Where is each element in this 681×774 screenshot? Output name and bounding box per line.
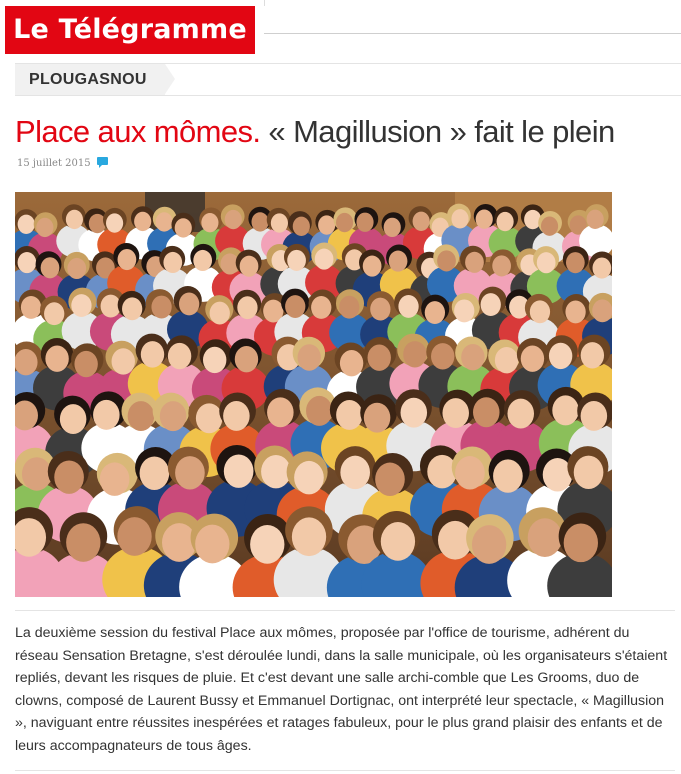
crowd-figure-face [18,252,37,273]
crowd-figure-face [210,302,230,325]
crowd-figure-face [472,525,506,564]
article-footer-divider [15,770,675,771]
crowd-figure-face [223,401,250,431]
crowd-figure-face [437,250,456,271]
crowd-figure-face [368,344,391,370]
crowd-figure-face [476,209,493,228]
crowd-figure-face [45,346,68,372]
crowd-figure-face [507,399,534,429]
crowd-figure-face [196,403,223,433]
crowd-figure-face [93,400,120,430]
crowd-figure-face [389,251,408,272]
crowd-figure-face [294,461,324,494]
crowd-figure-face [21,296,41,319]
crowd-figure-face [293,217,310,236]
crowd-figure-face [71,294,91,317]
crowd-figure-face [364,403,391,433]
crowd-figure-face [237,296,257,319]
crowd-figure-face [454,299,474,322]
crowd-figure-face [574,456,604,489]
crowd-figure-face [375,463,405,496]
crowd-figure-face [306,396,333,426]
crowd-figure-face [298,344,321,370]
crowd-figure-face [413,212,430,231]
crowd-figure-face [100,462,130,495]
crowd-figure-face [528,518,562,557]
crowd-figure-face [292,517,326,556]
crowd-figure-face [118,249,137,270]
crowd-figure-face [151,296,171,319]
crowd-figure-face [318,215,335,234]
crowd-figure-face [581,401,608,431]
crowd-figure-face [44,302,64,325]
crowd-figure-face [461,344,484,370]
crowd-figure-face [267,397,294,427]
crowd-figure-face [271,213,288,232]
crowd-figure-face [36,218,53,237]
crowd-figure-face [339,296,359,319]
crowd-figure-face [225,210,242,229]
crowd-figure-face [240,256,259,277]
crowd-figure-face [565,300,585,323]
crowd-figure-face [493,459,523,492]
section-tab-arrow [165,64,175,94]
header-divider [264,33,681,34]
crowd-figure-face [251,212,268,231]
crowd-figure-face [235,346,258,372]
crowd-figure-face [112,348,135,374]
crowd-figure-face [530,300,550,323]
crowd-figure-face [156,212,173,231]
crowd-figure-face [581,342,604,368]
crowd-figure-face [593,257,612,278]
crowd-figure-face [592,299,612,322]
article-date: 15 juillet 2015 [17,158,91,169]
article-meta [17,157,108,171]
crowd-figure-face [340,350,363,376]
crowd-figure-face [224,454,254,487]
crowd-figure-face [193,250,212,271]
crowd-figure-face [497,212,514,231]
crowd-figure-face [473,397,500,427]
crowd-figure-face [384,218,401,237]
crowd-figure-face [495,347,518,373]
crowd-figure-face [336,213,353,232]
header-divider-tick [264,0,265,6]
crowd-figure-face [442,398,469,428]
crowd-figure-face [195,525,229,564]
crowd-figure-face [18,215,35,234]
crowd-figure-face [537,252,556,273]
crowd-figure-face [67,258,86,279]
crowd-figure-face [398,295,418,318]
crowd-figure-face [521,345,544,371]
crowd-figure-face [403,341,426,367]
article-headline [15,112,675,152]
crowd-figure-face [401,398,428,428]
crowd-figure-face [311,296,331,319]
crowd-figure-face [66,210,83,229]
crowd-figure-face [566,252,585,273]
crowd-figure-face [41,257,60,278]
crowd-figure-face [431,343,454,369]
crowd-figure-face [22,457,52,490]
crowd-figure-face [455,456,485,489]
crowd-figure-face [425,301,445,324]
crowd-figure-face [179,293,199,316]
crowd-figure-face [381,522,415,561]
crowd-figure-face [106,213,123,232]
crowd-figure-face [140,457,170,490]
crowd-figure-face [163,252,182,273]
section-bar [15,63,681,96]
crowd-figure-face [587,210,604,229]
crowd-figure-face [315,249,334,270]
crowd-photo [15,192,612,597]
crowd-figure-face [203,347,226,373]
crowd-figure-face [117,517,151,556]
section-tab-plougasnou[interactable]: PLOUGASNOU [15,64,165,95]
crowd-figure-face [541,217,558,236]
crowd-figure-face [141,341,164,367]
crowd-figure-face [492,255,511,276]
article-divider [15,610,675,611]
crowd-figure-face [549,343,572,369]
crowd-figure-face [160,401,187,431]
crowd-figure-face [370,298,390,321]
crowd-figure-face [356,213,373,232]
article-body: La deuxième session du festival Place aux mômes, proposée par l'office de tourisme, adhérent du réseau Sensation Bretagne, s'est déroulée lundi, dans la salle municipale, où les organisateurs s'étaient repliés, devant les risques de pluie. Et c'est devant une salle archi-comble que Les Grooms, duo de clowns, composé de Laurent Bussy et Emmanuel Dortignac, ont interprété leur spectacle, « Magillusion », naviguant entre réussites inespérées et ratages fabuleux, pour le plus grand plaisir des enfants et de leurs accompagnateurs de tous âges. [15,625,668,754]
crowd-figure-face [285,295,305,318]
headline-kicker: Place aux mômes. [15,114,261,149]
crowd-figure-face [175,218,192,237]
crowd-figure-face [122,297,142,320]
site-logo[interactable]: Le Télégramme [5,6,255,54]
crowd-figure-face [60,404,87,434]
crowd-figure-face [201,213,218,232]
crowd-figure-face [261,455,291,488]
headline-title: « Magillusion » fait le plein [268,114,615,149]
crowd-figure-face [175,456,205,489]
crowd-figure-face [66,523,100,562]
crowd-figure-face [465,252,484,273]
crowd-figure-face [564,523,598,562]
crowd-figure-face [168,343,191,369]
crowd-figure-face [15,349,38,375]
comment-bubble-icon[interactable] [97,157,108,165]
article-photo [15,192,612,597]
crowd-figure-face [552,395,579,425]
crowd-figure-face [340,456,370,489]
crowd-figure-face [74,351,97,377]
crowd-figure-face [451,209,468,228]
crowd-figure-face [250,525,284,564]
crowd-figure-face [54,460,84,493]
crowd-figure-face [481,293,501,316]
crowd-figure-face [134,212,151,231]
crowd-figure-face [128,401,155,431]
crowd-figure-face [363,256,382,277]
crowd-figure-face [287,250,306,271]
crowd-figure-face [336,400,363,430]
